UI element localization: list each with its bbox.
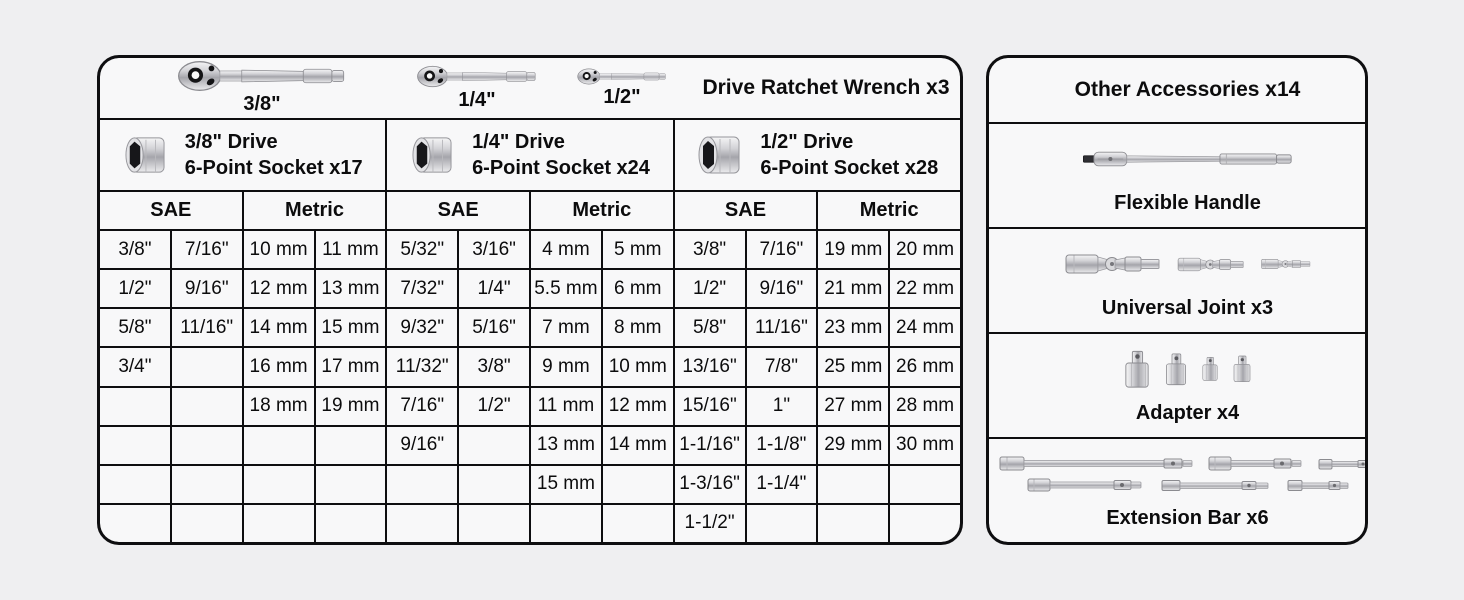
- universal-joint-figure: [999, 237, 1368, 291]
- size-cell: 9/16": [387, 427, 457, 464]
- accessory-section-adapter: [989, 334, 1368, 437]
- socket-title-line2: 6-Point Socket x17: [184, 157, 363, 179]
- universal-joint-icon: [1177, 254, 1245, 275]
- size-cell: [100, 466, 170, 503]
- socket-icon: [410, 135, 454, 175]
- size-cell: [100, 427, 170, 464]
- accessory-label: Extension Bar x6: [1106, 507, 1269, 529]
- size-cell: 1/2": [675, 270, 745, 307]
- socket-spec-table: [97, 55, 963, 545]
- sae-header: SAE: [675, 192, 817, 229]
- size-cell: [603, 466, 673, 503]
- size-cell: 13 mm: [531, 427, 601, 464]
- extension-bar-icon: [1208, 456, 1304, 471]
- size-cell: 7 mm: [531, 309, 601, 346]
- socket-section-title: [472, 129, 650, 182]
- sae-header: SAE: [100, 192, 242, 229]
- ratchet-size-label: 1/4": [458, 88, 496, 111]
- size-cell: 11/16": [747, 309, 817, 346]
- socket-title-line1: 1/2" Drive: [760, 130, 854, 153]
- metric-header: Metric: [818, 192, 960, 229]
- size-cell: 1-1/2": [675, 505, 745, 542]
- size-cell: [459, 505, 529, 542]
- ratchet-figure: [122, 60, 402, 116]
- size-cell: 11/32": [387, 348, 457, 385]
- size-cell: 19 mm: [818, 231, 888, 268]
- size-cell: [747, 505, 817, 542]
- size-cell: 7/8": [747, 348, 817, 385]
- size-cell: [100, 388, 170, 425]
- accessory-section-universal-joint: [989, 229, 1368, 332]
- ratchet-1-2-icon: [577, 68, 667, 85]
- size-cell: 3/4": [100, 348, 170, 385]
- size-cell: [818, 466, 888, 503]
- size-cell: 27 mm: [818, 388, 888, 425]
- size-cell: 1/2": [100, 270, 170, 307]
- size-cell: [172, 348, 242, 385]
- socket-title-line2: 6-Point Socket x28: [760, 157, 939, 179]
- size-cell: 5/8": [675, 309, 745, 346]
- size-cell: 4 mm: [531, 231, 601, 268]
- adapter-icon: [1123, 350, 1151, 389]
- adapter-icon: [1201, 355, 1219, 383]
- size-cell: 7/16": [747, 231, 817, 268]
- accessory-label: Flexible Handle: [1114, 192, 1261, 214]
- metric-header: Metric: [244, 192, 386, 229]
- adapter-icon: [1164, 349, 1188, 390]
- size-cell: 15/16": [675, 388, 745, 425]
- size-cell: 7/16": [172, 231, 242, 268]
- size-cell: [890, 466, 960, 503]
- sae-header: SAE: [387, 192, 529, 229]
- ratchet-size-label: 1/2": [603, 85, 641, 108]
- size-cell: [244, 505, 314, 542]
- size-cell: 1-1/16": [675, 427, 745, 464]
- ratchet-1-4-icon: [417, 65, 537, 88]
- size-cell: 1": [747, 388, 817, 425]
- size-cell: 23 mm: [818, 309, 888, 346]
- size-cell: 9/32": [387, 309, 457, 346]
- size-cell: 17 mm: [316, 348, 386, 385]
- size-cell: [603, 505, 673, 542]
- universal-joint-icon: [1065, 249, 1161, 279]
- size-cell: 9 mm: [531, 348, 601, 385]
- size-cell: 1/4": [459, 270, 529, 307]
- size-cell: 24 mm: [890, 309, 960, 346]
- size-cell: 25 mm: [818, 348, 888, 385]
- socket-section-header: [100, 120, 385, 190]
- size-cell: 9/16": [747, 270, 817, 307]
- ratchet-header-row: [100, 58, 960, 118]
- accessories-title: Other Accessories x14: [989, 58, 1368, 122]
- flexible-handle-icon: [1083, 145, 1293, 173]
- metric-header: Metric: [531, 192, 673, 229]
- size-cell: 28 mm: [890, 388, 960, 425]
- size-cell: 19 mm: [316, 388, 386, 425]
- size-cell: 22 mm: [890, 270, 960, 307]
- size-cell: 13/16": [675, 348, 745, 385]
- extension-bar-row: [999, 456, 1368, 471]
- size-cell: [387, 466, 457, 503]
- size-cell: 3/16": [459, 231, 529, 268]
- socket-icon: [696, 134, 742, 176]
- extension-bar-row: [999, 478, 1368, 492]
- size-cell: 21 mm: [818, 270, 888, 307]
- size-cell: 10 mm: [244, 231, 314, 268]
- adapter-icon: [1232, 354, 1252, 384]
- size-cell: 30 mm: [890, 427, 960, 464]
- size-cell: 8 mm: [603, 309, 673, 346]
- socket-section-title: [185, 129, 363, 182]
- ratchet-3-8-icon: [177, 60, 347, 92]
- size-cell: 26 mm: [890, 348, 960, 385]
- universal-joint-icon: [1261, 256, 1311, 272]
- accessory-section-extension-bar: [989, 439, 1368, 542]
- socket-title-line1: 1/4" Drive: [472, 130, 565, 153]
- ratchet-size-label: 3/8": [243, 93, 281, 115]
- size-cell: [531, 505, 601, 542]
- size-cell: 5/8": [100, 309, 170, 346]
- size-cell: 7/32": [387, 270, 457, 307]
- size-cell: [387, 505, 457, 542]
- size-cell: 11 mm: [316, 231, 386, 268]
- size-cell: 10 mm: [603, 348, 673, 385]
- size-cell: 12 mm: [603, 388, 673, 425]
- accessory-section-flexible-handle: [989, 124, 1368, 227]
- size-cell: 5 mm: [603, 231, 673, 268]
- size-cell: 1-3/16": [675, 466, 745, 503]
- size-cell: 11/16": [172, 309, 242, 346]
- size-cell: [172, 505, 242, 542]
- size-cell: 3/8": [459, 348, 529, 385]
- size-cell: 14 mm: [244, 309, 314, 346]
- extension-bar-figure: [999, 447, 1368, 501]
- size-cell: [316, 466, 386, 503]
- size-cell: [459, 466, 529, 503]
- size-cell: [172, 427, 242, 464]
- accessories-panel: [986, 55, 1368, 545]
- size-cell: 5/32": [387, 231, 457, 268]
- size-cell: [172, 466, 242, 503]
- accessory-label: Universal Joint x3: [1101, 297, 1274, 319]
- size-cell: 5.5 mm: [531, 270, 601, 307]
- socket-icon: [123, 135, 167, 175]
- size-cell: 5/16": [459, 309, 529, 346]
- size-cell: 13 mm: [316, 270, 386, 307]
- size-cell: 12 mm: [244, 270, 314, 307]
- extension-bar-icon: [1318, 458, 1368, 470]
- size-cell: 20 mm: [890, 231, 960, 268]
- socket-title-line1: 3/8" Drive: [184, 130, 278, 153]
- socket-section-title: [760, 129, 938, 182]
- size-cell: 3/8": [675, 231, 745, 268]
- extension-bar-icon: [1027, 478, 1145, 492]
- size-cell: [818, 505, 888, 542]
- size-cell: [244, 427, 314, 464]
- size-cell: 9/16": [172, 270, 242, 307]
- size-cell: 15 mm: [316, 309, 386, 346]
- size-cell: 11 mm: [531, 388, 601, 425]
- size-cell: [316, 505, 386, 542]
- size-cell: 14 mm: [603, 427, 673, 464]
- accessory-label: Adapter x4: [1135, 402, 1240, 424]
- size-cell: 15 mm: [531, 466, 601, 503]
- size-cell: 18 mm: [244, 388, 314, 425]
- size-cell: [316, 427, 386, 464]
- size-cell: [172, 388, 242, 425]
- adapter-figure: [999, 342, 1368, 396]
- socket-title-line2: 6-Point Socket x24: [472, 157, 650, 179]
- size-cell: 6 mm: [603, 270, 673, 307]
- ratchet-figure: [402, 65, 552, 112]
- size-cell: [100, 505, 170, 542]
- socket-section-header: [675, 120, 960, 190]
- extension-bar-icon: [1287, 479, 1349, 492]
- size-cell: 1-1/8": [747, 427, 817, 464]
- extension-bar-icon: [1161, 479, 1271, 492]
- size-cell: [890, 505, 960, 542]
- size-cell: [244, 466, 314, 503]
- socket-section-header: [387, 120, 672, 190]
- ratchet-row-title: Drive Ratchet Wrench x3: [702, 76, 950, 99]
- flexible-handle-figure: [999, 132, 1368, 186]
- size-cell: 7/16": [387, 388, 457, 425]
- ratchet-figure: [552, 68, 692, 109]
- size-cell: 1-1/4": [747, 466, 817, 503]
- size-cell: 3/8": [100, 231, 170, 268]
- extension-bar-icon: [999, 456, 1194, 471]
- size-cell: [459, 427, 529, 464]
- size-cell: 1/2": [459, 388, 529, 425]
- size-cell: 16 mm: [244, 348, 314, 385]
- size-cell: 29 mm: [818, 427, 888, 464]
